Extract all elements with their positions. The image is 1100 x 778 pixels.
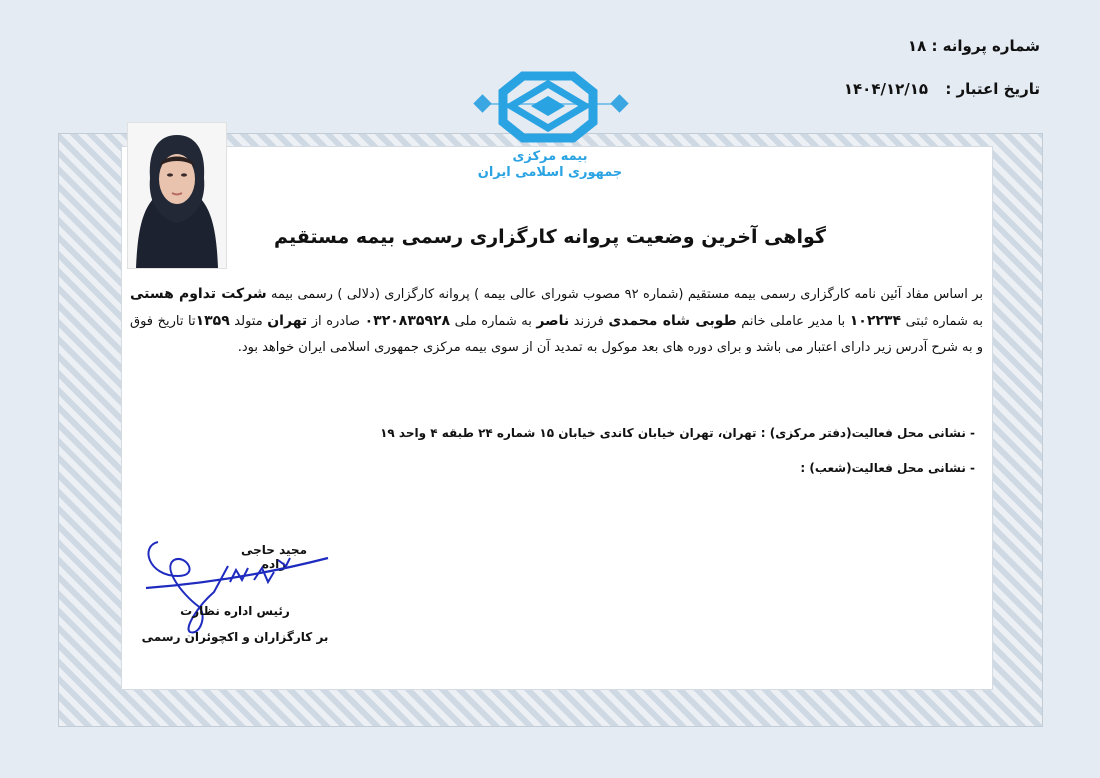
signatory-title-line2: بر کارگزاران و اکچوئران رسمی	[141, 630, 329, 644]
manager-photo	[127, 122, 227, 269]
national-id: ۰۳۲۰۸۳۵۹۲۸	[364, 313, 451, 329]
branch-address: - نشانی محل فعالیت(شعب) :	[800, 461, 975, 475]
validity-date: ۱۴۰۴/۱۲/۱۵	[843, 80, 929, 98]
birth-year: ۱۳۵۹	[195, 313, 230, 329]
right-diamond-ornament	[610, 94, 628, 112]
company-name: شرکت تداوم هستی	[130, 286, 267, 302]
certificate-title: گواهی آخرین وضعیت پروانه کارگزاری رسمی بیمه مستقیم	[274, 226, 826, 248]
hq-address: - نشانی محل فعالیت(دفتر مرکزی) : تهران، تهران خیابان کاندی خیابان ۱۵ شماره ۲۴ طبقه ۴ واحد ۱۹	[380, 426, 975, 440]
license-number: شماره پروانه : ۱۸	[907, 37, 1040, 55]
validity-row	[844, 80, 1040, 98]
validity-label: تاریخ اعتبار :	[945, 80, 1040, 98]
father-name: ناصر	[536, 313, 570, 329]
central-insurance-logo-icon	[497, 70, 599, 144]
signatory-title-line1: رئیس اداره نظارت	[180, 604, 290, 618]
issue-city: تهران	[267, 313, 308, 329]
left-diamond-ornament	[473, 94, 491, 112]
org-name-line1: بیمه مرکزی	[512, 149, 588, 164]
org-name-line2: جمهوری اسلامی ایران	[477, 165, 623, 180]
certificate-body: بر اساس مفاد آئین نامه کارگزاری رسمی بیمه مستقیم (شماره ۹۲ مصوب شورای عالی بیمه ) پروانه کارگزاری (دلالی ) رسمی بیمه شرکت تداوم هستی به شماره ثبتی ۱۰۲۲۳۴ با مدیر عاملی خانم طوبی شاه محمدی فرزند ناصر به شماره ملی ۰۳۲۰۸۳۵۹۲۸ صادره از تهران متولد ۱۳۵۹تا تاریخ فوق و به شرح آدرس زیر دارای اعتبار می باشد و برای دوره های بعد موکول به تمدید آن از سوی بیمه مرکزی جمهوری اسلامی ایران خواهد بود.	[130, 286, 984, 355]
manager-name: طوبی شاه محمدی	[608, 313, 737, 329]
registration-number: ۱۰۲۲۳۴	[849, 313, 902, 329]
signatory-name: مجید حاجی زاده	[240, 543, 308, 571]
